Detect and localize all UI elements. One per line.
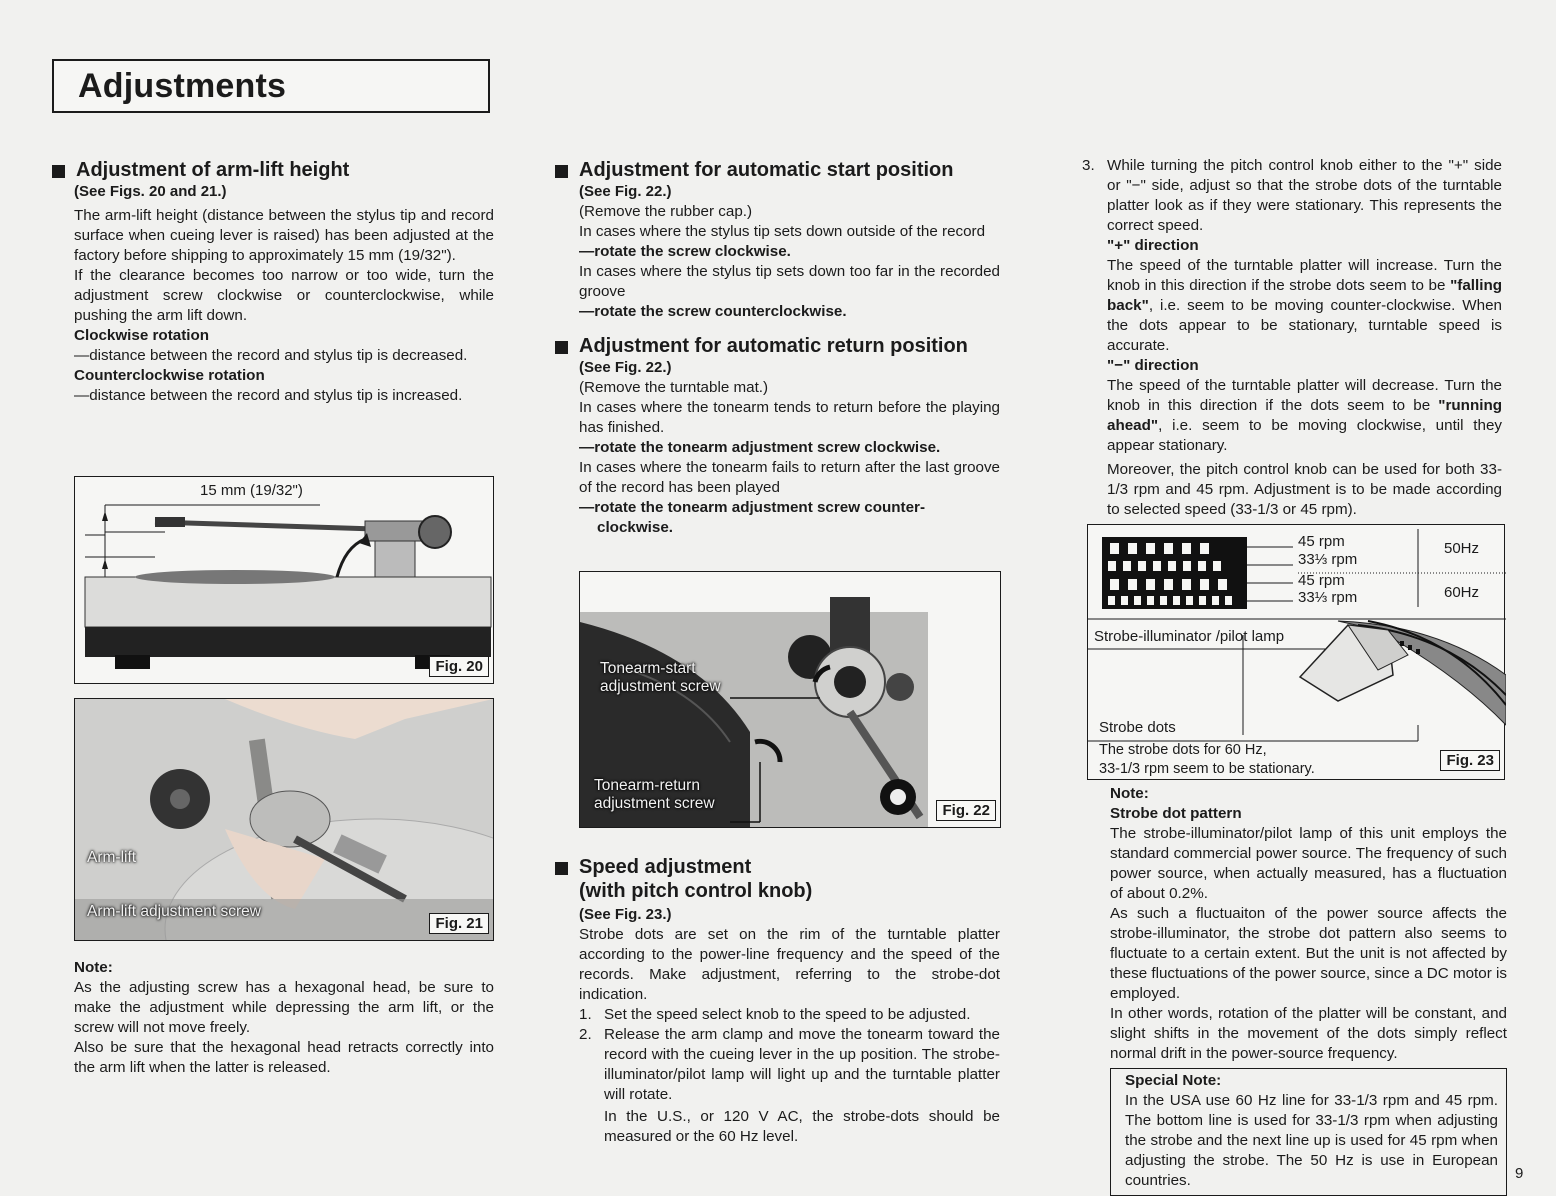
return-action2: —rotate the tonearm adjustment screw counter-clockwise. [579, 499, 926, 536]
moreover-text: Moreover, the pitch control knob can be used for both 33-1/3 rpm and 45 rpm. Adjustment is to be made according to selected speed (33-1/3 or 45 rpm). [1107, 461, 1502, 518]
fig23-60hz: 60Hz [1444, 584, 1480, 601]
plus-direction-text: The speed of the turntable platter will increase. Turn the knob in this direction if the strobe dots seem to be "falling back", i.e. seem to be moving counter-clockwise. When the dots appear to be stationary, turntable speed is accurate. [1107, 257, 1502, 354]
start-case1: In cases where the stylus tip sets down outside of the record [579, 223, 986, 240]
arm-lift-para1: The arm-lift height (distance between the stylus tip and record surface when cueing lever is raised) has been adjusted at the factory before shipping to approximately 15 mm (19/32"). [74, 207, 494, 264]
page-title: Adjustments [78, 67, 287, 105]
return-remove: (Remove the turntable mat.) [579, 379, 769, 396]
fig23-strobe-diagram [1087, 524, 1505, 780]
left-column [52, 158, 494, 406]
fig23-33rpm-60hz: 33⅓ rpm [1298, 589, 1358, 606]
bullet-square [52, 165, 65, 178]
fig21-arm-lift-text: Arm-lift [87, 849, 137, 866]
right-note-para1: The strobe-illuminator/pilot lamp of this unit employs the standard commercial power source. The frequency of such power source, when actually measured, has a fluctuation of about 0.2%. [1110, 825, 1507, 902]
speed-adjustment-subheading: (with pitch control knob) [579, 880, 813, 902]
special-note-text: In the USA use 60 Hz line for 33-1/3 rpm and 45 rpm. The bottom line is used for 33-1/3 rpm when adjusting the strobe and the next line up is used for 45 rpm when adjusting the strobe. The 50 Hz is use in European countries. [1125, 1092, 1498, 1189]
right-note-para2: As such a fluctuaiton of the power source affects the strobe-illuminator, the strobe dot pattern also seems to fluctuate to a certain extent. But the unit is not affected by these fluctuations of the power source, since a DC motor is employed. [1110, 905, 1507, 1002]
fig23-50hz: 50Hz [1444, 540, 1480, 557]
fig23-dots-label: Strobe dots [1099, 719, 1176, 736]
bullet-square [555, 862, 568, 875]
step-2-us-note: In the U.S., or 120 V AC, the strobe-dots should be measured or the 60 Hz level. [604, 1108, 1000, 1145]
start-case2: In cases where the stylus tip sets down too far in the recorded groove [579, 263, 1000, 300]
fig21-screw-text: Arm-lift adjustment screw [87, 903, 261, 920]
fig21-label: Fig. 21 [429, 913, 489, 934]
step-3: 3. While turning the pitch control knob either to the "+" side or "−" side, adjust so that the strobe dots of the turntable platter look as if they were stationary. This represents the correct speed. [1082, 157, 1502, 234]
fig23-label: Fig. 23 [1440, 750, 1500, 771]
return-see-fig: (See Fig. 22.) [579, 359, 672, 376]
fig22-return-screw-text: Tonearm-return adjustment screw [594, 777, 715, 812]
special-note-box [1110, 1068, 1507, 1196]
fig23-caption: The strobe dots for 60 Hz, 33-1/3 rpm seem to be stationary. [1099, 742, 1315, 777]
left-note-title: Note: [74, 959, 113, 976]
speed-see-fig: (See Fig. 23.) [579, 906, 672, 923]
return-case1: In cases where the tonearm tends to return before the playing has finished. [579, 399, 1000, 436]
start-position-heading: Adjustment for automatic start position [555, 158, 1000, 182]
fig23-33rpm-50hz: 33⅓ rpm [1298, 551, 1358, 568]
clockwise-title: Clockwise rotation [74, 327, 210, 344]
return-case2: In cases where the tonearm fails to return after the last groove of the record has been played [579, 459, 1000, 496]
right-column-top [1082, 156, 1502, 520]
left-note-text2: Also be sure that the hexagonal head retracts correctly into the arm lift when the latter is released. [74, 1039, 494, 1076]
middle-column-top [555, 158, 1000, 538]
arm-lift-heading: Adjustment of arm-lift height [52, 158, 494, 182]
fig23-lamp-label: Strobe-illuminator /pilot lamp [1094, 628, 1285, 645]
right-note-para3: In other words, rotation of the platter will be constant, and slight shifts in the movement of the dots simply reflect normal drift in the power-source frequency. [1110, 1005, 1507, 1062]
fig20-illustration [74, 476, 494, 684]
plus-direction-title: "+" direction [1107, 237, 1199, 254]
start-see-fig: (See Fig. 22.) [579, 183, 672, 200]
fig23-45rpm-60hz: 45 rpm [1298, 572, 1345, 589]
fig20-dimension-label: 15 mm (19/32") [200, 482, 303, 499]
fig22-photo [579, 571, 1001, 828]
start-remove: (Remove the rubber cap.) [579, 203, 753, 220]
fig23-45rpm-50hz: 45 rpm [1298, 533, 1345, 550]
speed-adjustment-heading: Speed adjustment [555, 855, 1000, 879]
clockwise-text: —distance between the record and stylus tip is decreased. [74, 347, 468, 364]
fig22-label: Fig. 22 [936, 800, 996, 821]
right-note-title: Note: [1110, 785, 1149, 802]
bullet-square [555, 165, 568, 178]
speed-para: Strobe dots are set on the rim of the turntable platter according to the power-line frequency and the speed of the records. Make adjustment, referring to the strobe-dot indication. [579, 926, 1000, 1003]
return-position-heading: Adjustment for automatic return position [555, 334, 1000, 358]
step-2: 2. Release the arm clamp and move the tonearm toward the record with the cueing lever in the up position. The strobe-illuminator/pilot lamp will light up and the turntable platter will rotate. [579, 1026, 1000, 1103]
fig22-start-screw-text: Tonearm-start adjustment screw [600, 660, 721, 695]
bullet-square [555, 341, 568, 354]
minus-direction-title: "−" direction [1107, 357, 1199, 374]
middle-column-bottom [555, 855, 1000, 1147]
special-note-title: Special Note: [1125, 1072, 1222, 1089]
fig20-label: Fig. 20 [429, 656, 489, 677]
start-action2: —rotate the screw counterclockwise. [579, 303, 847, 320]
arm-lift-see-figs: (See Figs. 20 and 21.) [74, 183, 227, 200]
fig21-photo [74, 698, 494, 941]
minus-direction-text: The speed of the turntable platter will decrease. Turn the knob in this direction if the dots seem to be "running ahead", i.e. seem to be moving clockwise, until they appear stationary. [1107, 377, 1502, 454]
page-number: 9 [1515, 1165, 1524, 1182]
strobe-pattern-title: Strobe dot pattern [1110, 805, 1242, 822]
counterclockwise-title: Counterclockwise rotation [74, 367, 265, 384]
return-action1: —rotate the tonearm adjustment screw clockwise. [579, 439, 941, 456]
step-1: 1. Set the speed select knob to the speed to be adjusted. [579, 1006, 971, 1023]
turntable-side-drawing [75, 477, 493, 683]
arm-lift-para2: If the clearance becomes too narrow or too wide, turn the adjustment screw clockwise or counterclockwise, while pushing the arm lift down. [74, 267, 494, 324]
left-note [74, 958, 494, 1078]
start-action1: —rotate the screw clockwise. [579, 243, 791, 260]
page-title-box [52, 59, 490, 113]
counterclockwise-text: —distance between the record and stylus tip is increased. [74, 387, 463, 404]
left-note-text1: As the adjusting screw has a hexagonal head, be sure to make the adjustment while depressing the arm lift, or the screw will not move freely. [74, 979, 494, 1036]
right-note [1110, 784, 1507, 1196]
